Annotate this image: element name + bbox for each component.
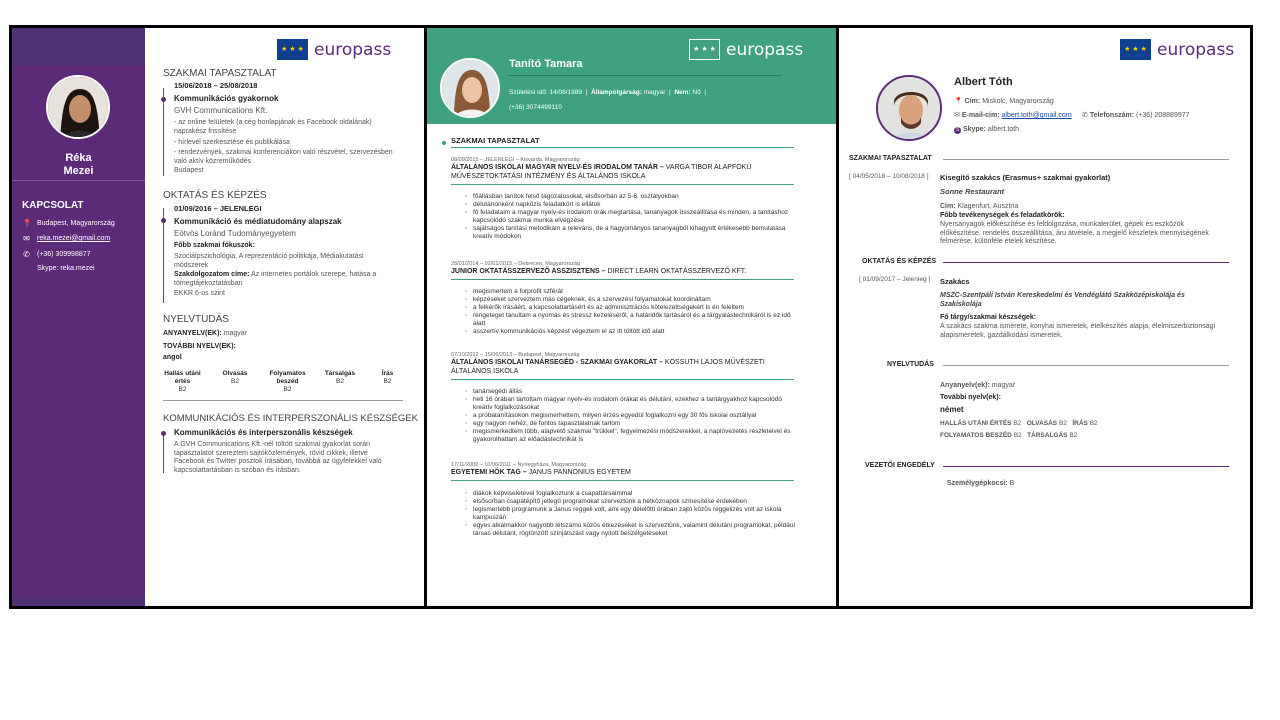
- edu-level: EKKR 6-os szint: [174, 290, 225, 297]
- contact-phone: ✆ (+36) 309998877: [23, 250, 91, 259]
- job-meta: 28/01/2014 – 02/01/2015 – Debrecen, Magyarország: [451, 261, 581, 267]
- other-lang-label: TOVÁBBI NYELV(EK):: [163, 343, 236, 350]
- edu-org: Eötvös Loránd Tudományegyetem: [174, 229, 296, 238]
- skype-icon: S: [955, 127, 960, 133]
- job-meta: 07/10/2012 – 15/06/2013 – Budapest, Magyarország: [451, 352, 580, 358]
- personal-info: Születési idő: 14/08/1989 | Állampolgárság: magyar | Nem: Nő |: [509, 89, 707, 96]
- timeline-dot: [161, 218, 166, 223]
- cv-tanito-tamara: [424, 25, 839, 609]
- email[interactable]: ✉ E-mail-cím: albert.toth@gmail.com: [954, 112, 1072, 119]
- job-meta: 17/11/2009 – 10/06/2011 – Nyíregyháza, Magyarország: [451, 462, 587, 468]
- location-icon: 📍: [22, 219, 32, 228]
- sidebar-topbar: [12, 28, 145, 66]
- timeline-line: [163, 431, 164, 473]
- edu-heading: OKTATÁS ÉS KÉPZÉS: [163, 190, 267, 201]
- address: 📍 Cím: Miskolc, Magyarország: [954, 98, 1054, 105]
- edu-focus: Szociálpszichológia, A reprezentáció politikája, Médiakutatási módszerek: [174, 253, 364, 269]
- mother-tongue: Anyanyelv(ek): magyar: [940, 382, 1016, 389]
- avatar: [440, 58, 500, 118]
- timeline-dot: [161, 97, 166, 102]
- lang-row-2: FOLYAMATOS BESZÉD B2 TÁRSALGÁS B2: [940, 432, 1078, 439]
- work-title: Kommunikációs gyakornok: [174, 94, 279, 103]
- divider: [163, 400, 403, 401]
- phone-icon: ✆: [23, 250, 30, 259]
- mother-tongue: ANYANYELV(EK): magyar: [163, 330, 248, 337]
- edu-thesis: Szakdolgozatom címe: Az internetes portálok szerepe, hatása a tömegtájékoztatásban: [174, 271, 377, 287]
- work-org: GVH Communications Kft.: [174, 106, 268, 115]
- job-title: EGYETEMI HÖK TAG – JANUS PANNONIUS EGYETEM: [451, 469, 631, 476]
- work-bullet: - rendezvények, szakmai konferenciákon való részvétel, szervezésben való aktív közreműködés: [174, 149, 393, 165]
- europass-logo: ★ ★ ★ europass: [277, 39, 391, 60]
- work-heading: SZAKMAI TAPASZTALAT: [451, 136, 540, 145]
- edu-org: MSZC-Szentpáli István Kereskedelmi és Vendéglátó Szakközépiskolája és Szakiskolája: [940, 292, 1185, 308]
- other-lang-value: német: [940, 405, 964, 414]
- edu-subj: A szakács szakma ismerete, konyhai ismeretek, ételkészítés alapja, élelmiszerbiztonsági alapismeretek, gazdálkodási ismeretek.: [940, 323, 1216, 339]
- comm-text: A GVH Communications Kft.-nél töltött szakmai gyakorlat során tapasztalatot szereztem sajtóközlemények, rövid cikkek, illetve Facebook és Twitter posztok írásában, továbbá az ügyfelekkel való kapcsolattartásban is szóban és írásban.: [174, 441, 382, 474]
- eu-flag-icon: ★ ★ ★: [1120, 39, 1151, 60]
- work-tasks-label: Főbb tevékenységek és feladatkörök:: [940, 212, 1065, 219]
- comm-title: Kommunikációs és interperszonális készségek: [174, 428, 353, 437]
- location-icon: 📍: [954, 98, 963, 105]
- edu-heading: OKTATÁS ÉS KÉPZÉS: [862, 258, 937, 265]
- edu-dates: [ 01/09/2017 – Jelenleg ]: [859, 276, 931, 283]
- edu-subj-label: Fő tárgy/szakmai készségek:: [940, 314, 1037, 321]
- eu-flag-icon: ★ ★ ★: [277, 39, 308, 60]
- lang-heading: NYELVTUDÁS: [163, 314, 229, 325]
- contact-email[interactable]: ✉ reka.mezei@gmail.com: [23, 234, 111, 243]
- sidebar: [12, 28, 145, 606]
- contact-address: 📍 Budapest, Magyarország: [22, 219, 115, 228]
- work-title: Kisegítő szakács (Erasmus+ szakmai gyakorlat): [940, 173, 1111, 182]
- job-bullets: ◦ főállásban tanítok felső tagozatosokat, elsősorban az 5-6. osztályokban ◦ délutánonként napközis feladatkört is ellátok ◦ fő feladataim a magyar nyelv-és irodalom órák megtartása, tananyagok összeállítása és minden, a tanításhoz kapcsolódó szakmai munka elvégzése ◦ sajátságos tanítási metodikám a releváns, de a hagyományos tananyagból kihagyott értékesebb bemutatása kreatív módokon: [463, 193, 795, 241]
- work-heading: SZAKMAI TAPASZTALAT: [849, 155, 932, 162]
- email-icon: ✉: [954, 112, 960, 119]
- contact-heading: KAPCSOLAT: [22, 200, 84, 211]
- other-lang-label: További nyelv(ek):: [940, 394, 1001, 401]
- eu-flag-icon: ★ ★ ★: [689, 39, 720, 60]
- edu-title: Szakács: [940, 277, 970, 286]
- person-name: Albert Tóth: [954, 76, 1013, 88]
- job-title: ÁLTALÁNOS ISKOLAI TANÁRSEGÉD - SZAKMAI GYAKORLAT – KOSSUTH LAJOS MŰVÉSZETI ÁLTALÁNOS ISKOLA: [451, 359, 765, 375]
- job-bullets: ◦ tanársegédi állás ◦ heti 16 órában tartottam magyar nyelv-és irodalom órákat és délutáni, ezekhez a tantárgyakhoz kapcsolódó kreatív foglalkozásokat ◦ a próbatanításokon megismerhettem, milyen érzés egyedül foglalkozni egy 30 fős iskolai osztállyal ◦ egy nagyon nehéz, de fontos tapasztalatnak tartom ◦ megismerkedtem több, alapvető szakmai "trükkel", fegyelmezési módszerekkel, a naplóvezetés részleteivel és gyakorolhattam az előadástechnikát is: [463, 388, 795, 444]
- lang-table: Hallás utáni értés B2 Olvasás B2 Folyamatos beszéd B2 Társalgás B2 Írás B2: [164, 370, 394, 393]
- phone-icon: ✆: [1082, 112, 1088, 119]
- edu-dates: 01/09/2016 – JELENLEGI: [174, 204, 262, 213]
- contact-skype: Skype: reka.mezei: [37, 265, 95, 272]
- lang-heading: NYELVTUDÁS: [887, 361, 934, 368]
- work-city: Budapest: [174, 167, 204, 174]
- job-meta: 08/09/2015 – JELENLEGI – Kisvárda, Magyarország: [451, 157, 580, 163]
- lang-row-1: HALLÁS UTÁNI ÉRTÉS B2 OLVASÁS B2 ÍRÁS B2: [940, 420, 1098, 427]
- skype: S Skype: albert.toth: [955, 126, 1020, 133]
- cv-reka-mezei: [9, 25, 427, 609]
- last-name: Mezei: [63, 165, 94, 177]
- comm-heading: KOMMUNIKÁCIÓS ÉS INTERPERSZONÁLIS KÉSZSÉGEK: [163, 413, 418, 424]
- edu-focus-label: Főbb szakmai fókuszok:: [174, 242, 255, 249]
- job-title: ÁLTALÁNOS ISKOLAI MAGYAR NYELV-ÉS IRODALOM TANÁR – VARGA TIBOR ALAPFOKÚ MŰVÉSZETOKTATÁSI INTÉZMÉNY ÉS ÁLTALÁNOS ISKOLA: [451, 164, 752, 180]
- work-bullet: - hírlevél szerkesztése és publikálása: [174, 139, 290, 146]
- europass-logo: ★ ★ ★ europass: [689, 39, 803, 60]
- phone: ✆ Telefonszám: (+36) 208889977: [1082, 112, 1190, 119]
- driving-licence: Személygépkocsi: B: [947, 480, 1015, 487]
- job-bullets: ◦ megismertem a forprofit szférát ◦ képzéseket szerveztem más cégeknek, és a szervezési folyamatokat koordináltam ◦ a felkérők írásáért, a kapcsolattartásért és az adminisztrációs kötelezettségekért is én feleltem ◦ rengeteget tanultam a nyomás és stressz kezeléséről, a határidők tartásáról és a tárgyalástechnikáról is ez idő alatt ◦ asszertív kommunikációs képzést végeztem el az itt töltött idő alatt: [463, 288, 795, 336]
- work-dates: 15/06/2018 – 25/08/2018: [174, 81, 258, 90]
- email-icon: ✉: [23, 234, 30, 243]
- first-name: Réka: [65, 152, 92, 164]
- other-lang-value: angol: [163, 354, 182, 361]
- timeline-dot: [161, 431, 166, 436]
- cv-albert-toth: [836, 25, 1253, 609]
- work-address: Cím: Klagenfurt, Ausztria: [940, 203, 1019, 210]
- drive-heading: VEZETŐI ENGEDÉLY: [865, 462, 935, 469]
- avatar: [46, 75, 110, 139]
- work-tasks: Nyersanyagok előkészítése és feldolgozása, munkaterület, gépek és eszközök előkészítése, rendelés összeállítása, áru átvétele, a megjelő készletek mennyiségének felmérése, különféle ételek készítése.: [940, 221, 1209, 245]
- avatar: [876, 75, 942, 141]
- work-dates: [ 04/05/2018 – 10/08/2018 ]: [849, 173, 929, 180]
- work-org: Sonne Restaurant: [940, 187, 1005, 196]
- divider: [451, 147, 794, 148]
- person-name: Tanító Tamara: [509, 58, 583, 70]
- job-bullets: ◦ diákok képviseletével foglalkoztunk a csapattársaimmal ◦ elsősorban csapatépítő jellegű programokat szerveztünk a hétköznapok színesítése érdekében ◦ legismertebb programunk a Janus reggeli volt, ami egy délelőtti órában zajló közös reggelizés volt az iskola kampuszán ◦ egyes alkalmakkor nagyobb létszámú közös étkezéseket is szerveztünk, valamint délutáni programokat, például társas délutánt, rögtönzött színjátszást vagy nyitott beszélgetéseket: [463, 490, 795, 538]
- work-bullet: - az online felületek (a cég honlapjának és Facebook oldalának) naprakész frissítése: [174, 119, 372, 135]
- europass-logo: ★ ★ ★ europass: [1120, 39, 1234, 60]
- phone: (+36) 3074499110: [509, 104, 562, 111]
- work-heading: SZAKMAI TAPASZTALAT: [163, 68, 277, 79]
- edu-title: Kommunikáció és médiatudomány alapszak: [174, 217, 342, 226]
- job-title: JUNIOR OKTATÁSSZERVEZŐ ASSZISZTENS – DIRECT LEARN OKTATÁSSZERVEZŐ KFT.: [451, 268, 747, 275]
